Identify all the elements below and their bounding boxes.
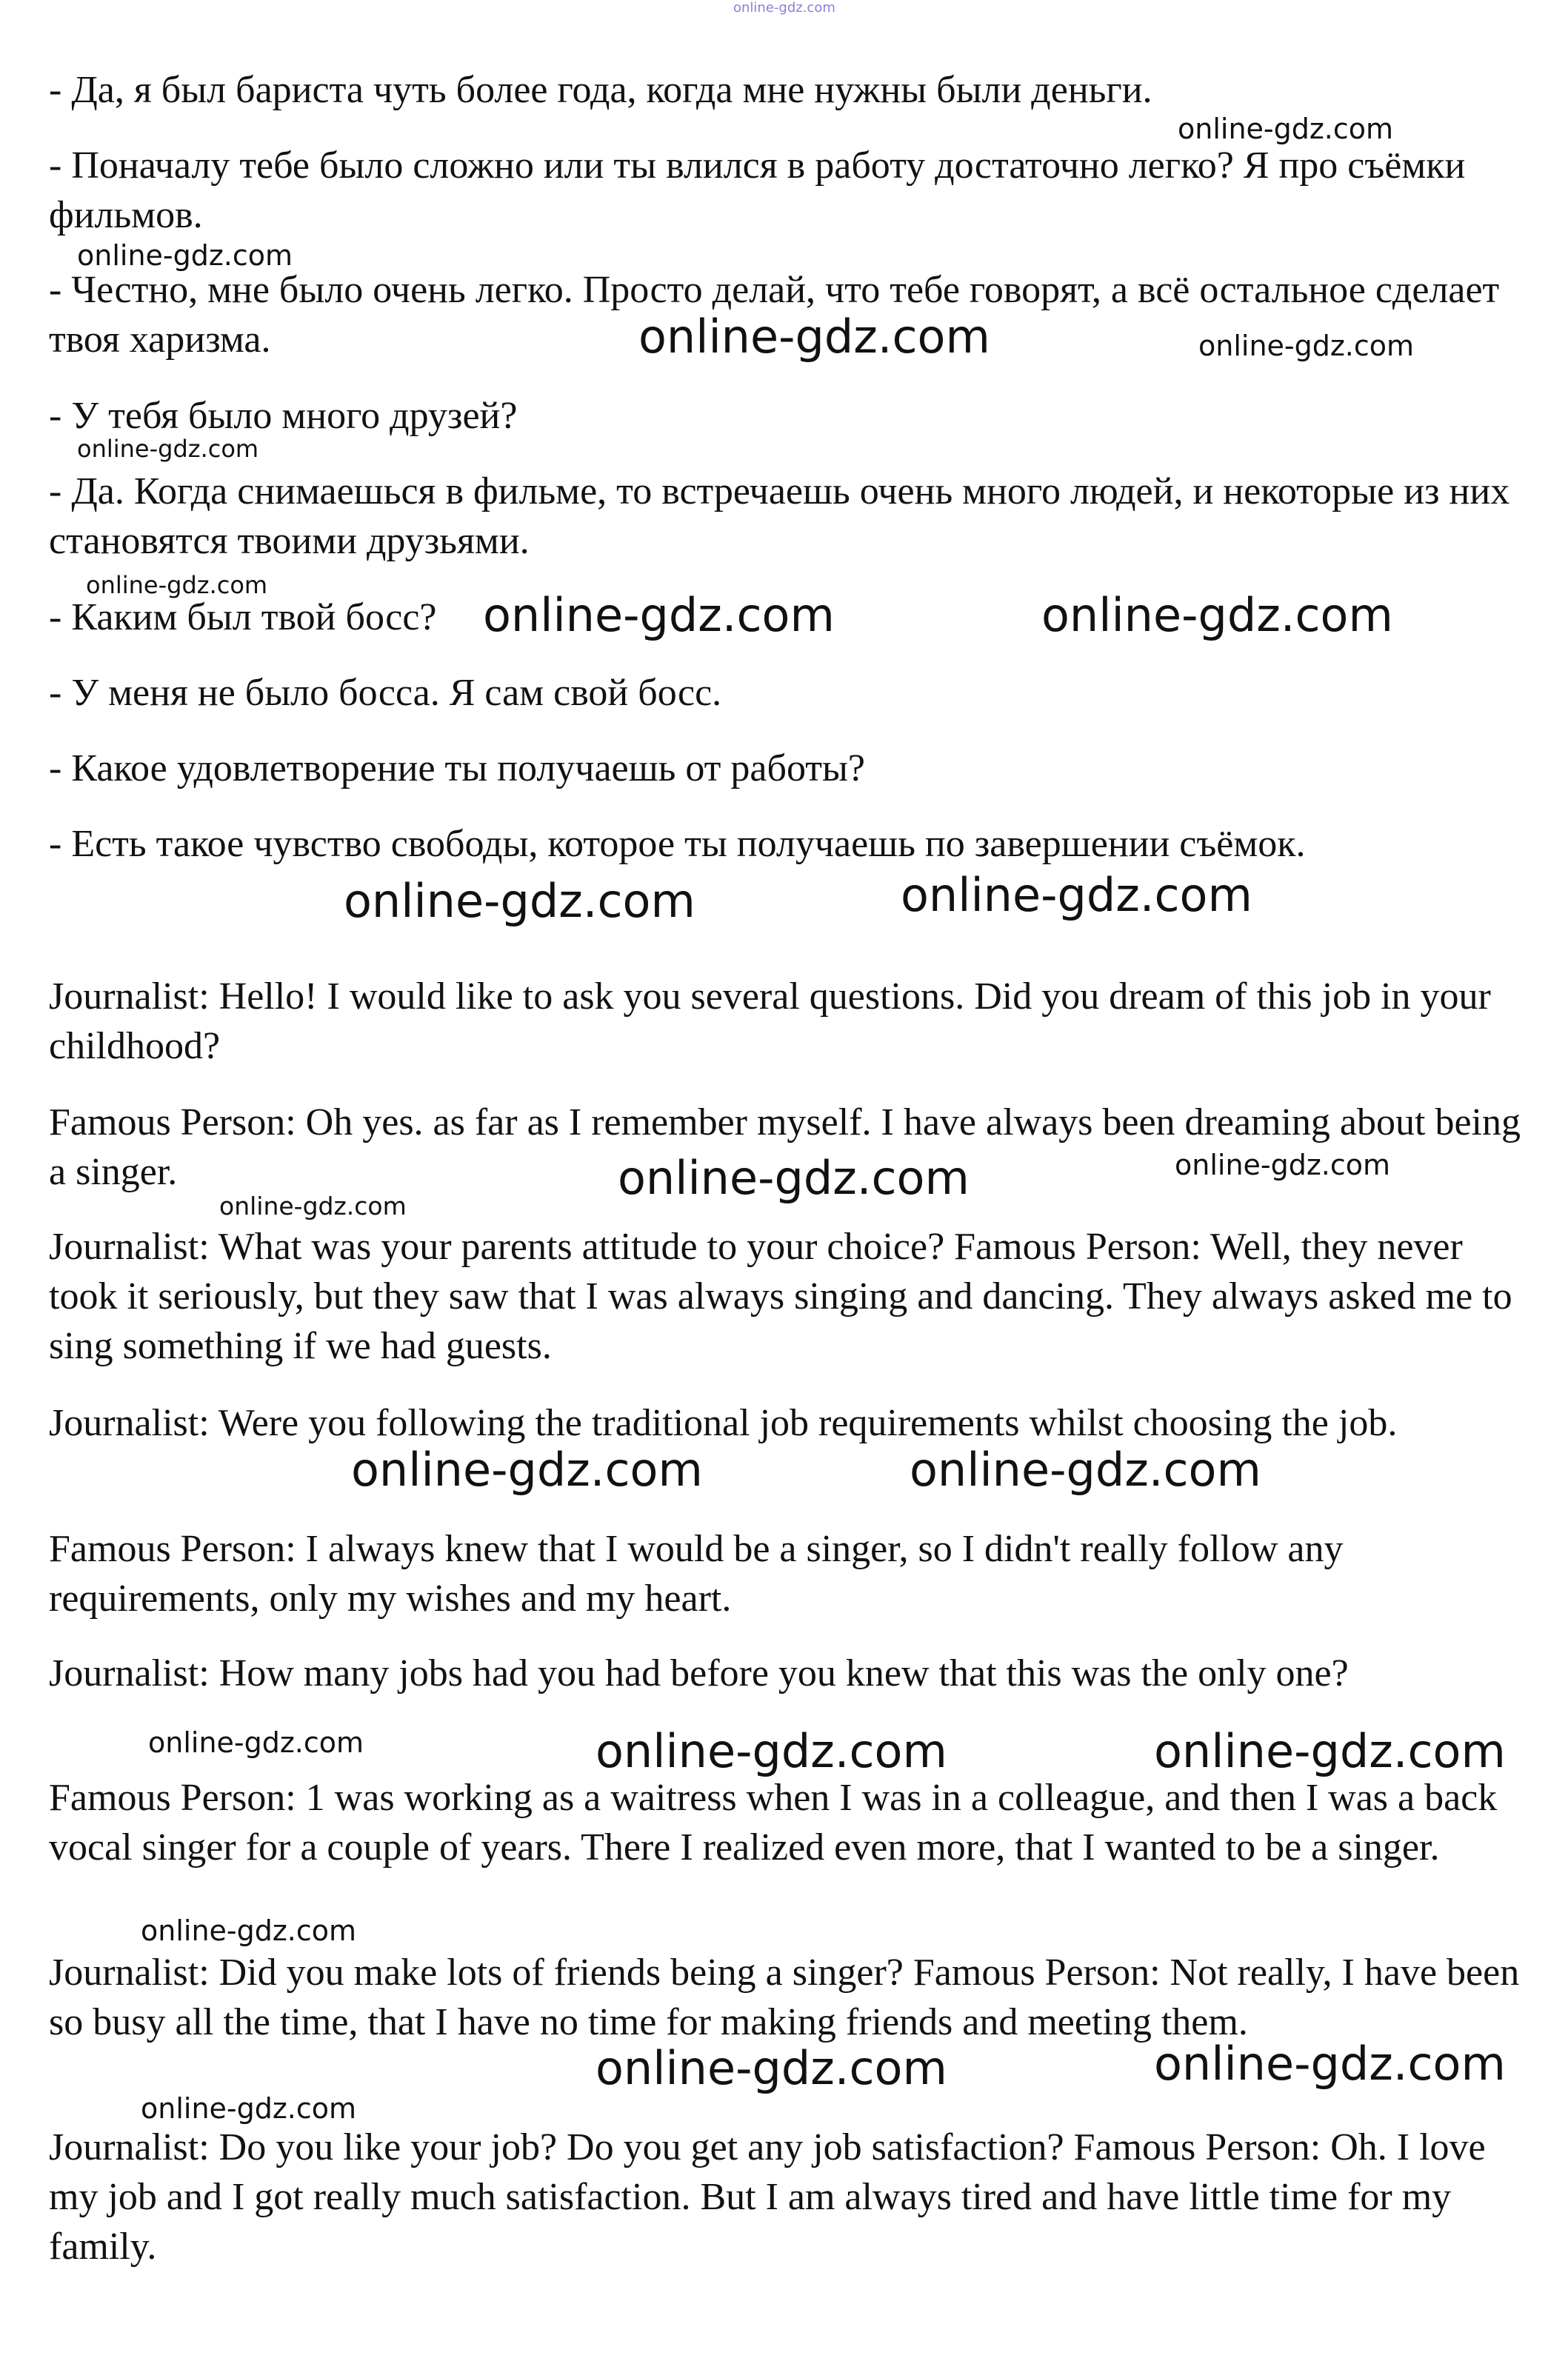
paragraph-4: - У тебя было много друзей? xyxy=(49,395,518,437)
watermark-text: online-gdz.com xyxy=(86,571,268,599)
paragraph-6: - Каким был твой босс? xyxy=(49,596,437,638)
header-watermark: online-gdz.com xyxy=(733,0,835,16)
paragraph-11: Famous Person: Oh yes. as far as I remember myself. I have always been dreaming about being a singer. xyxy=(49,1101,1521,1193)
watermark-text: online-gdz.com xyxy=(148,1726,364,1759)
watermark-text: online-gdz.com xyxy=(483,588,835,642)
watermark-text: online-gdz.com xyxy=(1154,2037,1506,2091)
watermark-text: online-gdz.com xyxy=(351,1443,703,1497)
watermark-text: online-gdz.com xyxy=(1154,1724,1506,1778)
watermark-text: online-gdz.com xyxy=(1198,330,1415,362)
paragraph-3: - Честно, мне было очень легко. Просто делай, что тебе говорят, а всё остальное сделает твоя харизма. xyxy=(49,269,1500,361)
watermark-text: online-gdz.com xyxy=(618,1151,970,1205)
paragraph-16: Famous Person: 1 was working as a waitress when I was in a colleague, and then I was a back vocal singer for a couple of years. There I realized even more, that I wanted to be a singer. xyxy=(49,1777,1498,1869)
paragraph-15: Journalist: How many jobs had you had before you knew that this was the only one? xyxy=(49,1652,1349,1694)
watermark-text: online-gdz.com xyxy=(1041,588,1393,642)
paragraph-14: Famous Person: I always knew that I would be a singer, so I didn't really follow any requirements, only my wishes and my heart. xyxy=(49,1528,1344,1620)
paragraph-7: - У меня не было босса. Я сам свой босс. xyxy=(49,672,722,714)
watermark-text: online-gdz.com xyxy=(1175,1149,1391,1181)
paragraph-10: Journalist: Hello! I would like to ask you several questions. Did you dream of this job in your childhood? xyxy=(49,975,1491,1067)
paragraph-18: Journalist: Do you like your job? Do you get any job satisfaction? Famous Person: Oh. I love my job and I got really much satisfaction. But I am always tired and have little time for my family. xyxy=(49,2126,1486,2268)
paragraph-17: Journalist: Did you make lots of friends being a singer? Famous Person: Not really, I have been so busy all the time, that I have no time for making friends and meeting them. xyxy=(49,1951,1520,2043)
watermark-text: online-gdz.com xyxy=(141,2092,357,2125)
watermark-text: online-gdz.com xyxy=(595,1724,947,1778)
watermark-text: online-gdz.com xyxy=(141,1914,357,1947)
paragraph-12: Journalist: What was your parents attitude to your choice? Famous Person: Well, they never took it seriously, but they saw that I was always singing and dancing. They always asked me to sing something if we had guests. xyxy=(49,1226,1512,1367)
paragraph-13: Journalist: Were you following the traditional job requirements whilst choosing the job. xyxy=(49,1402,1398,1444)
watermark-text: online-gdz.com xyxy=(77,435,259,463)
watermark-text: online-gdz.com xyxy=(910,1443,1261,1497)
watermark-text: online-gdz.com xyxy=(77,239,293,272)
watermark-text: online-gdz.com xyxy=(1178,113,1394,145)
watermark-text: online-gdz.com xyxy=(595,2041,947,2095)
paragraph-8: - Какое удовлетворение ты получаешь от работы? xyxy=(49,747,866,789)
paragraph-5: - Да. Когда снимаешься в фильме, то встречаешь очень много людей, и некоторые из них становятся твоими друзьями. xyxy=(49,470,1510,562)
paragraph-1: - Да, я был бариста чуть более года, когда мне нужны были деньги. xyxy=(49,69,1152,111)
watermark-text: online-gdz.com xyxy=(219,1192,407,1221)
watermark-text: online-gdz.com xyxy=(344,874,695,928)
paragraph-9: - Есть такое чувство свободы, которое ты получаешь по завершении съёмок. xyxy=(49,823,1306,865)
paragraph-2: - Поначалу тебе было сложно или ты влился в работу достаточно легко? Я про съёмки фильмов. xyxy=(49,144,1466,236)
watermark-text: online-gdz.com xyxy=(638,310,990,364)
watermark-text: online-gdz.com xyxy=(901,868,1252,922)
